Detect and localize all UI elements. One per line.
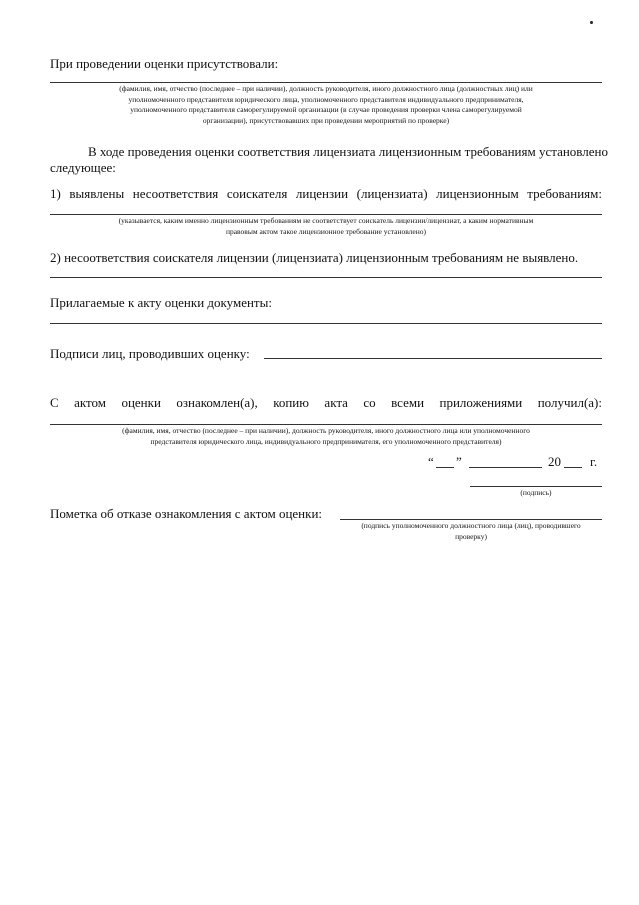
finding-item-1-word: лицензионным bbox=[436, 186, 519, 201]
presence-fill-line[interactable] bbox=[50, 82, 602, 83]
finding-item-1-caption-line-1: (указывается, каким именно лицензионным требованиям не соответствует соискатель лицензии/лицензиат, а каким нормативным bbox=[118, 216, 534, 225]
finding-item-1-word: лицензии bbox=[295, 186, 349, 201]
finding-item-1-word: 1) bbox=[50, 186, 61, 201]
acknowledgement-statement bbox=[50, 395, 602, 411]
presence-caption-line-4: организации), присутствовавших при проведении мероприятий по проверке) bbox=[202, 115, 450, 125]
acknowledgement-fill-line[interactable] bbox=[50, 424, 602, 425]
refusal-caption-line-1: (подпись уполномоченного должностного лица (лиц), проводившего bbox=[361, 521, 581, 530]
corner-dot bbox=[590, 21, 593, 24]
refusal-label: Пометка об отказе ознакомления с актом оценки: bbox=[50, 506, 323, 521]
ack-signature-caption: (подпись) bbox=[520, 488, 552, 497]
acknowledgement-word: получил(а): bbox=[537, 395, 602, 410]
finding-item-2: 2) несоответствия соискателя лицензии (лицензиата) лицензионным требованиям не выявлено. bbox=[50, 250, 579, 265]
finding-item-1 bbox=[50, 186, 602, 202]
presence-caption-line-2: уполномоченного представителя юридического лица, уполномоченного представителя индивидуального предпринимателя, bbox=[128, 94, 524, 104]
finding-item-1-word: (лицензиата) bbox=[356, 186, 428, 201]
finding-item-1-caption bbox=[50, 216, 602, 237]
date-year-prefix: 20 bbox=[548, 454, 561, 469]
signatures-label: Подписи лиц, проводивших оценку: bbox=[50, 346, 250, 361]
date-year-field[interactable] bbox=[564, 467, 582, 468]
signatures-fill-line[interactable] bbox=[264, 358, 602, 359]
date-suffix: г. bbox=[590, 454, 598, 469]
presence-caption-line-3: уполномоченного представителя саморегулируемой организации (в случае проведения проверки члена саморегулируемой bbox=[130, 105, 522, 114]
acknowledgement-caption bbox=[50, 426, 602, 447]
date-close-quote: ” bbox=[456, 454, 462, 469]
presence-caption bbox=[50, 84, 602, 126]
finding-item-1-fill-line[interactable] bbox=[50, 214, 602, 215]
refusal-caption bbox=[340, 521, 602, 542]
acknowledgement-word: акта bbox=[324, 395, 348, 410]
finding-item-1-word: выявлены bbox=[69, 186, 125, 201]
presence-heading: При проведении оценки присутствовали: bbox=[50, 56, 279, 71]
finding-item-1-word: несоответствия bbox=[132, 186, 219, 201]
acknowledgement-caption-line-2: представителя юридического лица, индивидуального предпринимателя, его уполномоченного представителя) bbox=[150, 436, 502, 446]
findings-intro-line-1: В ходе проведения оценки соответствия лицензиата лицензионным требованиям установлено bbox=[88, 144, 608, 159]
finding-item-2-fill-line[interactable] bbox=[50, 277, 602, 278]
acknowledgement-caption-line-1: (фамилия, имя, отчество (последнее – при наличии), должность руководителя, иного должностного лица или уполномоченного bbox=[122, 426, 530, 435]
date-month-field[interactable] bbox=[469, 467, 542, 468]
acknowledgement-word: всеми bbox=[391, 395, 425, 410]
acknowledgement-word: копию bbox=[273, 395, 309, 410]
finding-item-1-word: соискателя bbox=[226, 186, 288, 201]
attachments-label: Прилагаемые к акту оценки документы: bbox=[50, 295, 272, 310]
date-open-quote: “ bbox=[428, 454, 434, 469]
refusal-signature-field[interactable] bbox=[340, 519, 602, 520]
acknowledgement-word: С bbox=[50, 395, 59, 410]
finding-item-1-caption-line-2: правовым актом такое лицензионное требование установлено) bbox=[225, 226, 427, 236]
presence-caption-line-1: (фамилия, имя, отчество (последнее – при наличии), должность руководителя, иного должностного лица (должностных лиц) или bbox=[119, 84, 533, 93]
acknowledgement-word: оценки bbox=[121, 395, 161, 410]
ack-signature-field[interactable] bbox=[470, 486, 602, 487]
attachments-fill-line[interactable] bbox=[50, 323, 602, 324]
acknowledgement-word: со bbox=[363, 395, 376, 410]
finding-item-1-word: требованиям: bbox=[527, 186, 602, 201]
acknowledgement-word: приложениями bbox=[439, 395, 523, 410]
date-day-field[interactable] bbox=[436, 467, 454, 468]
acknowledgement-word: ознакомлен(а), bbox=[176, 395, 258, 410]
acknowledgement-word: актом bbox=[74, 395, 107, 410]
refusal-caption-line-2: проверку) bbox=[455, 531, 487, 541]
findings-intro-line-2: следующее: bbox=[50, 160, 116, 175]
